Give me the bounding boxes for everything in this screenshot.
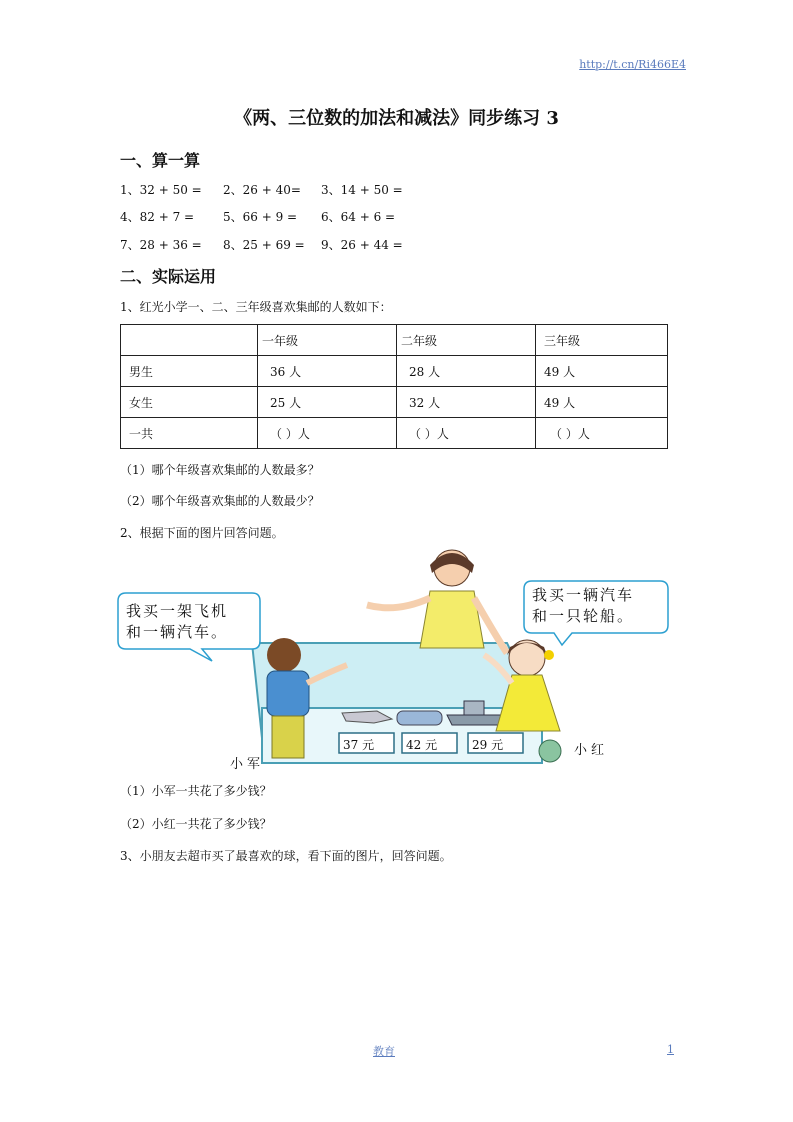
table-cell: （ ）人	[536, 418, 668, 449]
table-cell: （ ）人	[397, 418, 536, 449]
stamp-table	[120, 324, 668, 449]
boy-name-label: 小军	[230, 757, 265, 772]
girl-name-label: 小红	[574, 743, 609, 758]
question-1-sub-2: （2）哪个年级喜欢集邮的人数最少？	[120, 494, 320, 508]
question-1: 1、红光小学一、二、三年级喜欢集邮的人数如下：	[120, 300, 392, 314]
calc-item: 4、82 + 7 =	[120, 210, 195, 224]
page-number[interactable]: 1	[667, 1043, 674, 1056]
calc-item: 9、26 + 44 =	[321, 238, 403, 252]
bubble-boy-text-2: 和一辆汽车。	[126, 623, 229, 641]
section1-heading: 一、算一算	[120, 151, 201, 170]
calc-item: 8、25 + 69 =	[223, 238, 305, 252]
shop-illustration	[112, 543, 672, 778]
table-cell: 男生	[121, 356, 258, 387]
teacher-arm-left	[367, 598, 430, 608]
bubble-girl-text-1: 我买一辆汽车	[532, 586, 635, 604]
table-header: 三年级	[536, 325, 668, 356]
bubble-boy-text-1: 我买一架飞机	[126, 602, 229, 620]
girl-hair-bow	[544, 650, 554, 660]
table-header-row	[121, 325, 668, 356]
table-row	[121, 387, 668, 418]
bubble-girl-text-2: 和一只轮船。	[532, 607, 635, 625]
boy-shirt	[267, 671, 309, 716]
calc-item: 2、26 + 40=	[223, 183, 301, 197]
toy-car	[397, 711, 442, 725]
table-cell: 32 人	[397, 387, 536, 418]
calc-item: 6、64 + 6 =	[321, 210, 396, 224]
table-cell: （ ）人	[258, 418, 397, 449]
question-1-sub-1: （1）哪个年级喜欢集邮的人数最多？	[120, 463, 320, 477]
calc-item: 3、14 + 50 =	[321, 183, 403, 197]
question-2: 2、根据下面的图片回答问题。	[120, 526, 284, 540]
toy-ship-cabin	[464, 701, 484, 715]
question-2-sub-1: （1）小军一共花了多少钱？	[120, 784, 272, 798]
page-title: 《两、三位数的加法和减法》同步练习 3	[234, 108, 559, 129]
price-label-car: 42 元	[406, 738, 438, 752]
table-cell: 28 人	[397, 356, 536, 387]
table-cell: 一共	[121, 418, 258, 449]
section2-heading: 二、实际运用	[120, 267, 217, 286]
boy-head	[267, 638, 301, 672]
question-2-sub-2: （2）小红一共花了多少钱？	[120, 817, 272, 831]
table-cell: 49 人	[536, 356, 668, 387]
table-cell: 25 人	[258, 387, 397, 418]
question-3: 3、小朋友去超市买了最喜欢的球，看下面的图片，回答问题。	[120, 849, 452, 863]
header-link[interactable]: http://t.cn/Ri466E4	[579, 58, 686, 71]
price-label-plane: 37 元	[343, 738, 375, 752]
table-cell: 女生	[121, 387, 258, 418]
table-row	[121, 356, 668, 387]
footer-link[interactable]: 教育	[373, 1045, 395, 1058]
price-label-ship: 29 元	[472, 738, 504, 752]
table-cell: 49 人	[536, 387, 668, 418]
table-cell	[121, 325, 258, 356]
table-header: 二年级	[397, 325, 536, 356]
calc-item: 7、28 + 36 =	[120, 238, 202, 252]
toy-ball	[539, 740, 561, 762]
calc-item: 5、66 + 9 =	[223, 210, 298, 224]
table-cell: 36 人	[258, 356, 397, 387]
calc-item: 1、32 + 50 =	[120, 183, 202, 197]
boy-pants	[272, 716, 304, 758]
table-row	[121, 418, 668, 449]
table-header: 一年级	[258, 325, 397, 356]
